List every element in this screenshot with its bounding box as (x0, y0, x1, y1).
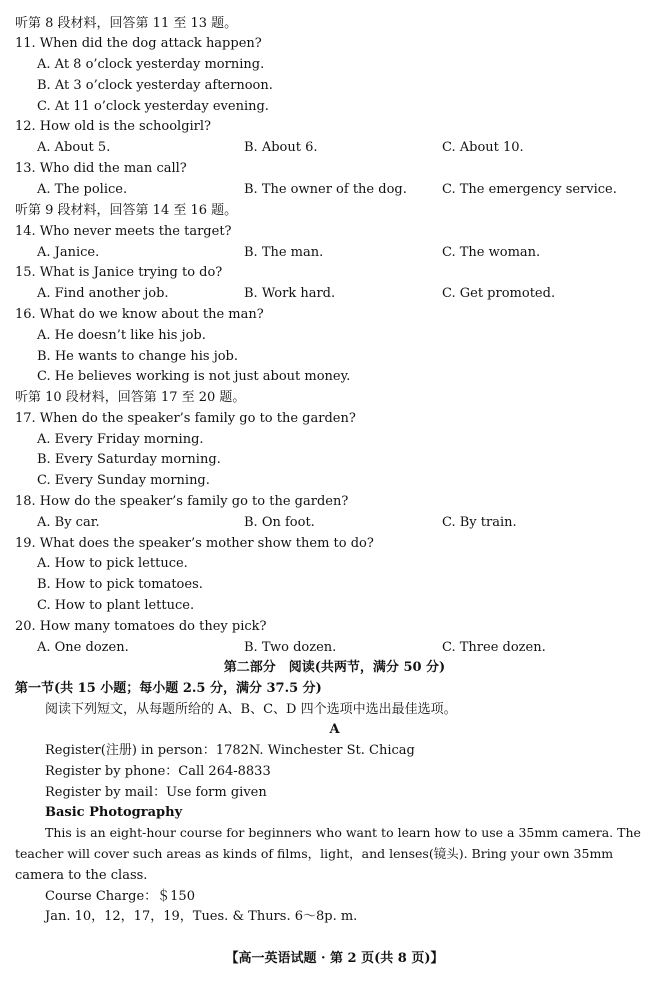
section-one-heading: 第一节(共 15 小题；每小题 2.5 分，满分 37.5 分) (15, 681, 322, 696)
option-11c: C. At 11 o’clock yesterday evening. (37, 99, 269, 114)
instruction-9: 听第 9 段材料，回答第 14 至 16 题。 (15, 203, 238, 218)
option-19a: A. How to pick lettuce. (37, 556, 188, 571)
question-11: 11. When did the dog attack happen? (15, 36, 262, 51)
instruction-8: 听第 8 段材料，回答第 11 至 13 题。 (15, 16, 238, 31)
option-16a: A. He doesn’t like his job. (37, 328, 206, 343)
option-20c: C. Three dozen. (442, 640, 546, 655)
reading-instruction: 阅读下列短文，从每题所给的 A、B、C、D 四个选项中选出最佳选项。 (45, 702, 457, 717)
option-18b: B. On foot. (244, 515, 315, 530)
option-18c: C. By train. (442, 515, 517, 530)
passage-label: A (329, 722, 340, 737)
part-two-heading: 第二部分 阅读(共两节，满分 50 分) (223, 660, 446, 675)
option-17c: C. Every Sunday morning. (37, 473, 210, 488)
option-11b: B. At 3 o’clock yesterday afternoon. (37, 78, 273, 93)
course-dates: Jan. 10，12，17，19，Tues. & Thurs. 6～8p. m. (45, 909, 358, 924)
option-15b: B. Work hard. (244, 286, 336, 301)
question-12: 12. How old is the schoolgirl? (15, 119, 212, 134)
question-15: 15. What is Janice trying to do? (15, 265, 223, 280)
option-14a: A. Janice. (37, 245, 100, 260)
option-19b: B. How to pick tomatoes. (37, 577, 203, 592)
option-18a: A. By car. (37, 515, 100, 530)
option-16b: B. He wants to change his job. (37, 349, 239, 364)
option-14b: B. The man. (244, 245, 324, 260)
option-13a: A. The police. (37, 182, 128, 197)
question-14: 14. Who never meets the target? (15, 224, 232, 239)
option-13b: B. The owner of the dog. (244, 182, 407, 197)
option-12c: C. About 10. (442, 140, 524, 155)
option-15c: C. Get promoted. (442, 286, 556, 301)
question-18: 18. How do the speaker’s family go to the garden? (15, 494, 349, 509)
question-13: 13. Who did the man call? (15, 161, 187, 176)
option-14c: C. The woman. (442, 245, 541, 260)
course-description-line-2: teacher will cover such areas as kinds of films，light，and lenses(镜头). Bring your own 35mm (15, 846, 614, 861)
course-title: Basic Photography (45, 805, 183, 820)
instruction-10: 听第 10 段材料，回答第 17 至 20 题。 (15, 390, 246, 405)
option-17b: B. Every Saturday morning. (37, 452, 221, 467)
register-by-phone: Register by phone：Call 264-8833 (45, 764, 271, 779)
course-description-line-1: This is an eight-hour course for beginners who want to learn how to use a 35mm camera. The (45, 825, 641, 840)
question-17: 17. When do the speaker’s family go to the garden? (15, 411, 356, 426)
option-15a: A. Find another job. (37, 286, 169, 301)
option-16c: C. He believes working is not just about money. (37, 369, 351, 384)
question-19: 19. What does the speaker’s mother show them to do? (15, 536, 374, 551)
course-description-line-3: camera to the class. (15, 868, 148, 883)
page-footer: 【高一英语试题 · 第 2 页(共 8 页)】 (225, 951, 444, 966)
register-by-mail: Register by mail：Use form given (45, 785, 267, 800)
option-20a: A. One dozen. (37, 640, 129, 655)
option-17a: A. Every Friday morning. (37, 432, 204, 447)
option-13c: C. The emergency service. (442, 182, 617, 197)
option-11a: A. At 8 o’clock yesterday morning. (37, 57, 265, 72)
course-charge: Course Charge：＄150 (45, 889, 195, 904)
option-19c: C. How to plant lettuce. (37, 598, 195, 613)
question-16: 16. What do we know about the man? (15, 307, 264, 322)
register-in-person: Register(注册) in person：1782N. Winchester St. Chicag (45, 743, 415, 758)
option-20b: B. Two dozen. (244, 640, 337, 655)
option-12a: A. About 5. (37, 140, 111, 155)
option-12b: B. About 6. (244, 140, 318, 155)
question-20: 20. How many tomatoes do they pick? (15, 619, 267, 634)
